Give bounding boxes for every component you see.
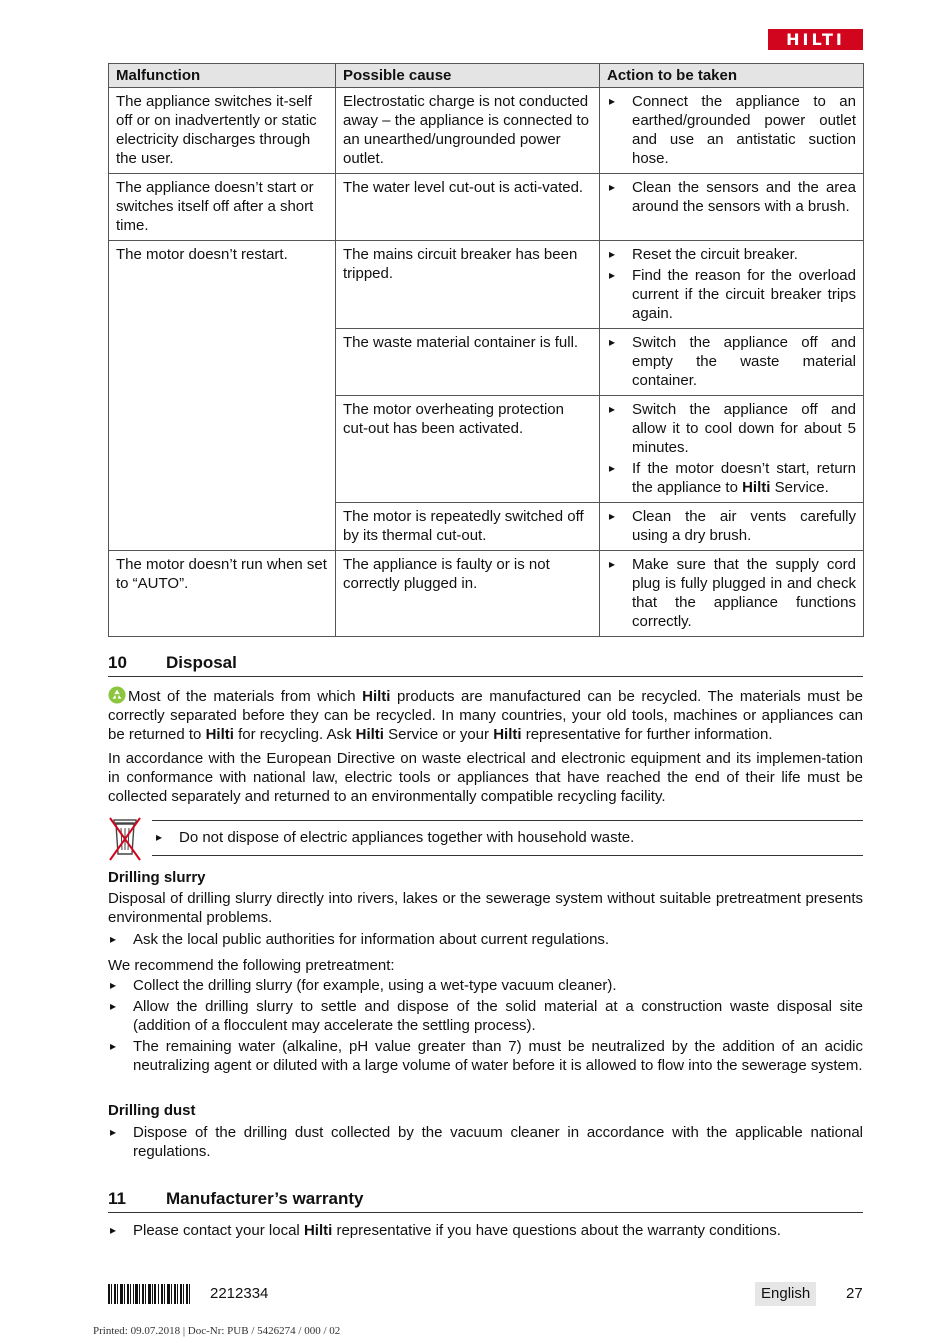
cause-cell: The appliance is faulty or is not correctly plugged in. — [336, 551, 600, 637]
section-title: Disposal — [166, 653, 237, 672]
action-cell — [600, 241, 864, 329]
slurry-bullet-list — [108, 930, 863, 951]
disposal-paragraph-2: In accordance with the European Directive on waste electrical and electronic equipment and its implemen-tation in conformance with national law, electric tools or appliances that have reached the end of their life must be collected separately and returned to an environmentally compatible recycling facility. — [108, 750, 863, 805]
cause-cell: The waste material container is full. — [336, 329, 600, 396]
malfunction-cell: The appliance switches it-self off or on inadvertently or static electricity discharges through the user. — [109, 88, 336, 174]
page-number: 27 — [846, 1285, 863, 1302]
list-item: ▸ The remaining water (alkaline, pH value greater than 7) must be neutralized by the addition of an acidic neutralizing agent or diluted with a large volume of water before it is allowed to flow into the sewerage system. — [108, 1037, 863, 1075]
action-cell — [600, 329, 864, 396]
malfunction-cell: The appliance doesn’t start or switches itself off after a short time. — [109, 174, 336, 241]
action-item: ▸ Connect the appliance to an earthed/grounded power outlet and use an antistatic suction hose. — [607, 92, 856, 168]
troubleshooting-table — [108, 63, 864, 637]
cause-cell: The mains circuit breaker has been tripped. — [336, 241, 600, 329]
weee-notice — [108, 814, 863, 862]
column-header-cause: Possible cause — [336, 64, 600, 88]
action-item: ▸ Reset the circuit breaker. — [607, 245, 856, 264]
notice-text: Do not dispose of electric appliances together with household waste. — [179, 829, 635, 846]
action-cell — [600, 551, 864, 637]
table-row — [109, 241, 864, 329]
cause-cell: The motor overheating protection cut-out has been activated. — [336, 396, 600, 503]
pretreatment-list — [108, 976, 863, 1077]
section-title: Manufacturer’s warranty — [166, 1189, 364, 1208]
page-footer — [108, 1282, 863, 1308]
disposal-paragraph-1: Most of the materials from which Hilti products are manufactured can be recycled. The materials must be correctly separated before they can be recycled. In many countries, your old tools, machines or appliances can be returned to Hilti for recycling. Ask Hilti Service or your Hilti representative for further information. — [108, 688, 863, 743]
pretreatment-intro: We recommend the following pretreatment: — [108, 957, 395, 974]
action-cell — [600, 503, 864, 551]
section-heading-warranty — [108, 1189, 863, 1213]
list-item: ▸ Please contact your local Hilti representative if you have questions about the warranty conditions. — [108, 1221, 863, 1240]
action-item: ▸ Make sure that the supply cord plug is fully plugged in and check that the appliance functions correctly. — [607, 555, 856, 631]
table-row — [109, 174, 864, 241]
notice-box — [152, 820, 863, 856]
section-number: 10 — [108, 653, 127, 672]
table-row — [109, 88, 864, 174]
action-item: ▸ Clean the sensors and the area around the sensors with a brush. — [607, 178, 856, 216]
action-item: ▸ If the motor doesn’t start, return the appliance to Hilti Service. — [607, 459, 856, 497]
list-item: ▸ Dispose of the drilling dust collected by the vacuum cleaner in accordance with the applicable national regulations. — [108, 1123, 863, 1161]
list-item: ▸ Allow the drilling slurry to settle and dispose of the solid material at a construction waste disposal site (addition of a flocculent may accelerate the settling process). — [108, 997, 863, 1035]
print-stamp: Printed: 09.07.2018 | Doc-Nr: PUB / 5426274 / 000 / 02 — [93, 1325, 341, 1337]
barcode-icon — [108, 1284, 190, 1304]
table-row — [109, 551, 864, 637]
column-header-action: Action to be taken — [600, 64, 864, 88]
action-cell — [600, 174, 864, 241]
slurry-paragraph: Disposal of drilling slurry directly into rivers, lakes or the sewerage system without suitable pretreatment presents environmental problems. — [108, 890, 863, 926]
crossed-bin-icon — [108, 816, 142, 862]
column-header-malfunction: Malfunction — [109, 64, 336, 88]
table-header-row — [109, 64, 864, 88]
malfunction-cell: The motor doesn’t restart. — [109, 241, 336, 551]
bullet-arrow-icon: ▸ — [156, 830, 163, 844]
action-item: ▸ Find the reason for the overload current if the circuit breaker trips again. — [607, 266, 856, 323]
recycling-icon — [108, 686, 126, 704]
list-item: ▸ Ask the local public authorities for information about current regulations. — [108, 930, 863, 949]
cause-cell: The motor is repeatedly switched off by its thermal cut-out. — [336, 503, 600, 551]
section-heading-disposal — [108, 653, 863, 677]
cause-cell: Electrostatic charge is not conducted away – the appliance is connected to an unearthed/ungrounded power outlet. — [336, 88, 600, 174]
warranty-bullet-list — [108, 1221, 863, 1242]
action-item: ▸ Clean the air vents carefully using a dry brush. — [607, 507, 856, 545]
cause-cell: The water level cut-out is acti-vated. — [336, 174, 600, 241]
action-cell — [600, 88, 864, 174]
action-item: ▸ Switch the appliance off and allow it to cool down for about 5 minutes. — [607, 400, 856, 457]
malfunction-cell: The motor doesn’t run when set to “AUTO”. — [109, 551, 336, 637]
subheading-drilling-slurry: Drilling slurry — [108, 869, 206, 886]
document-number: 2212334 — [210, 1285, 269, 1302]
list-item: ▸ Collect the drilling slurry (for example, using a wet-type vacuum cleaner). — [108, 976, 863, 995]
language-label: English — [755, 1282, 816, 1306]
subheading-drilling-dust: Drilling dust — [108, 1102, 196, 1119]
hilti-logo: HILTI — [768, 29, 863, 50]
action-cell — [600, 396, 864, 503]
action-item: ▸ Switch the appliance off and empty the waste material container. — [607, 333, 856, 390]
section-number: 11 — [108, 1189, 126, 1208]
dust-bullet-list — [108, 1123, 863, 1163]
